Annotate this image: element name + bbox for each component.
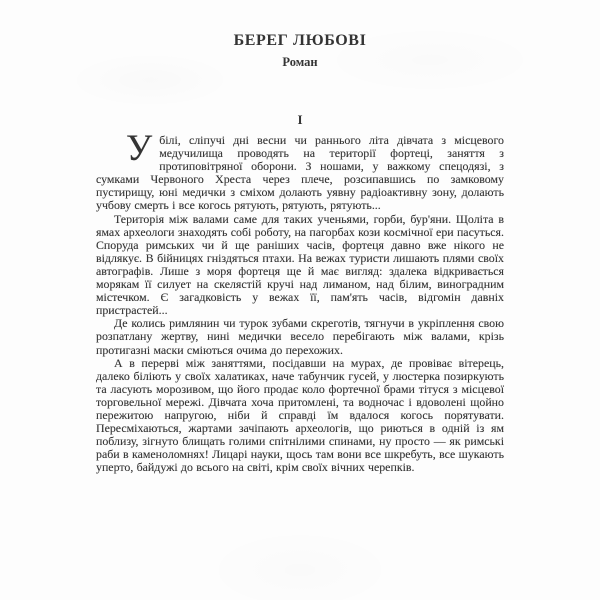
paragraph: А в перерві між заняттями, посідавши на мурах, де провіває вітерець, далеко біліють у своїх халатиках, наче табунчик гусей, у люстерка позиркують та ласують морозивом, що його продає коло фортечної брами тітуся з місцевої торговельної мережі. Дівчата хоча притомлені, та водночас і вдоволені щойно пережитою напругою, ніби й справді їм вдалося когось порятувати. Пересміхаються, жартами зачіпають археологів, що риються в одній із ям поблизу, зігнуто блищать голими спітнілими спинами, ну просто — як римські раби в каменоломнях! Лицарі науки, щось там вони все шкребуть, все шукають уперто, байдужі до всього на світі, крім своїх вічних черепків.: [96, 355, 504, 475]
body-text: [96, 128, 504, 475]
chapter-heading: I: [297, 112, 303, 127]
text-column: [96, 32, 504, 474]
book-subtitle: Роман: [282, 55, 318, 69]
paragraph-text: білі, сліпучі дні весни чи раннього літа дівчата з місцевого медучилища проводять на території фортеці, заняття з протиповітряної оборони. З ношами, у важкому спецодязі, з сумками Червоного Хреста через плече, розсипавшись по замковому пустирищу, юні медички з сміхом долають уявну радіоактивну зону, долають учбову смерть і все когось рятують, рятують, рятують...: [96, 133, 504, 213]
paragraph: Територія між валами саме для таких ученьями, горби, бур'яни. Щоліта в ямах археологи знаходять собі роботу, на пагорбах кози космічної ери пасуться. Споруда римських чи й ще раніших часів, фортеця давно вже нікого не відлякує. В бійницях гніздяться птахи. На вежах туристи лишають плями своїх автографів. Лише з моря фортеця ще й має вигляд: здалека відкривається морякам її силует на скелястій кручі над лиманом, над білим, виноградним містечком. Є загадковість у вежах її, пам'ять часів, відгомін давніх пристрастей...: [96, 211, 504, 318]
paragraph: Де колись римлянин чи турок зубами скреготів, тягнучи в укріплення свою розпатлану жертву, нині медички весело перебігають між валами, крізь протигазні маски сміються очима до перехожих.: [96, 316, 504, 357]
book-title: БЕРЕГ ЛЮБОВІ: [233, 32, 367, 49]
paragraph: [96, 128, 504, 213]
drop-cap: У: [126, 128, 153, 169]
